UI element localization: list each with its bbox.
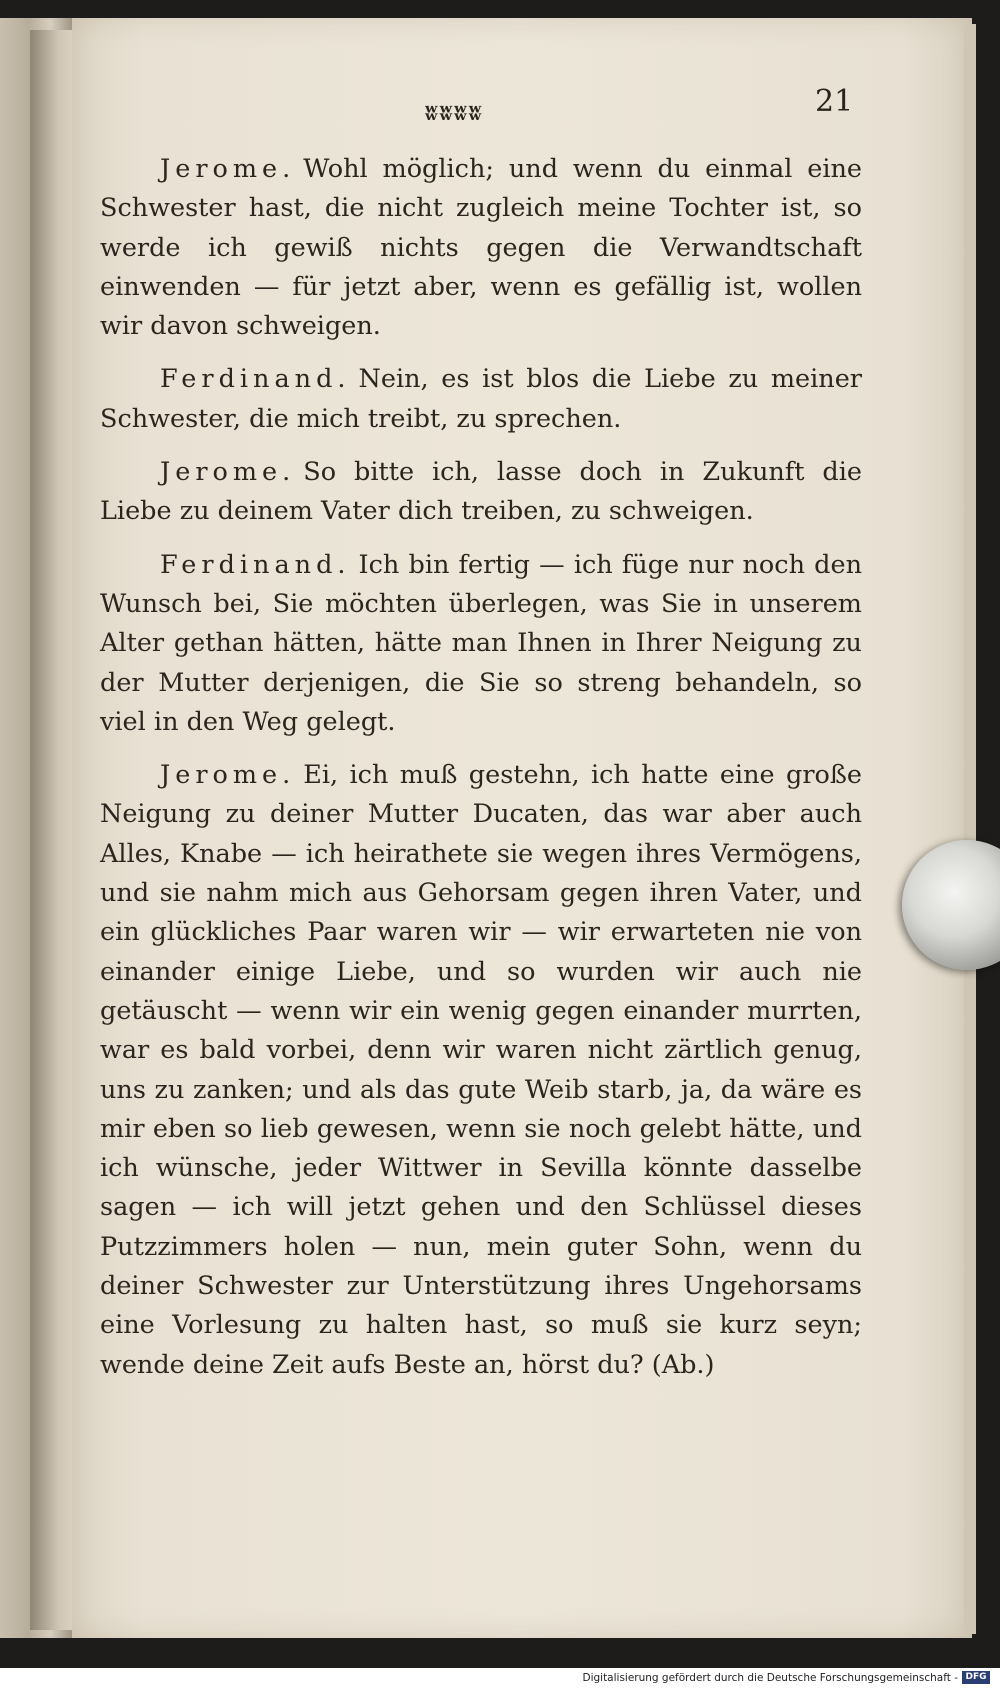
dialogue-text: Nein, es ist blos die Liebe zu meiner Schwester, die mich treibt, zu sprechen.: [100, 364, 862, 434]
page-right-edge: [964, 24, 976, 1634]
book-gutter: [30, 30, 78, 1630]
speaker-name: Ferdinand.: [160, 549, 351, 580]
dialogue-text: Ei, ich muß gestehn, ich hatte eine große Neigung zu deiner Mutter Ducaten, das war aber auch Alles, Knabe — ich heirathete sie wegen ihres Vermögens, und sie nahm mich aus Gehorsam gegen ihren Vater, und ein glückliches Paar waren wir — wir erwarteten nie von einander einige Liebe, und so wurden wir auch nie getäuscht — wenn wir ein wenig gegen einander murrten, war es bald vorbei, denn wir waren nicht zärtlich genug, uns zu zanken; und als das gute Weib starb, ja, da wäre es mir eben so lieb gewesen, wenn sie noch gelebt hätte, und ich wünsche, jeder Wittwer in Sevilla könnte dasselbe sagen — ich will jetzt gehen und den Schlüssel dieses Putzzimmers holen — nun, mein guter Sohn, wenn du deiner Schwester zur Unterstützung ihres Ungehorsams eine Vorlesung zu halten hast, so muß sie kurz seyn; wende deine Zeit aufs Beste an, hörst du? (Ab.): [100, 760, 862, 1380]
dialogue-paragraph: [100, 453, 862, 532]
dialogue-paragraph: [100, 360, 862, 439]
dialogue-paragraph: [100, 756, 862, 1385]
digitization-credit: Digitalisierung gefördert durch die Deutsche Forschungsgemeinschaft -: [582, 1672, 958, 1684]
dialogue-text: So bitte ich, lasse doch in Zukunft die Liebe zu deinem Vater dich treiben, zu schweigen.: [100, 457, 862, 527]
dfg-logo: DFG: [962, 1671, 990, 1684]
dialogue-text: Ich bin fertig — ich füge nur noch den Wunsch bei, Sie möchten überlegen, was Sie in unserem Alter gethan hätten, hätte man Ihnen in Ihrer Neigung zu der Mutter derjenigen, die Sie so streng behandeln, so viel in den Weg gelegt.: [100, 549, 862, 737]
speaker-name: Jerome.: [160, 457, 296, 488]
dialogue-paragraph: [100, 546, 862, 742]
page-text: [100, 150, 862, 1385]
speaker-name: Ferdinand.: [160, 364, 351, 395]
dialogue-paragraph: [100, 150, 862, 346]
speaker-name: Jerome.: [160, 154, 296, 184]
speaker-name: Jerome.: [160, 760, 296, 791]
dialogue-text: Wohl möglich; und wenn du einmal eine Schwester hast, die nicht zugleich meine Tochter ist, so werde ich gewiß nichts gegen die Verwandtschaft einwenden — für jetzt aber, wenn es gefällig ist, wollen wir davon schweigen.: [100, 154, 862, 342]
page-number: 21: [815, 84, 854, 119]
header-ornament: ʬʬʬʬ: [424, 100, 483, 126]
